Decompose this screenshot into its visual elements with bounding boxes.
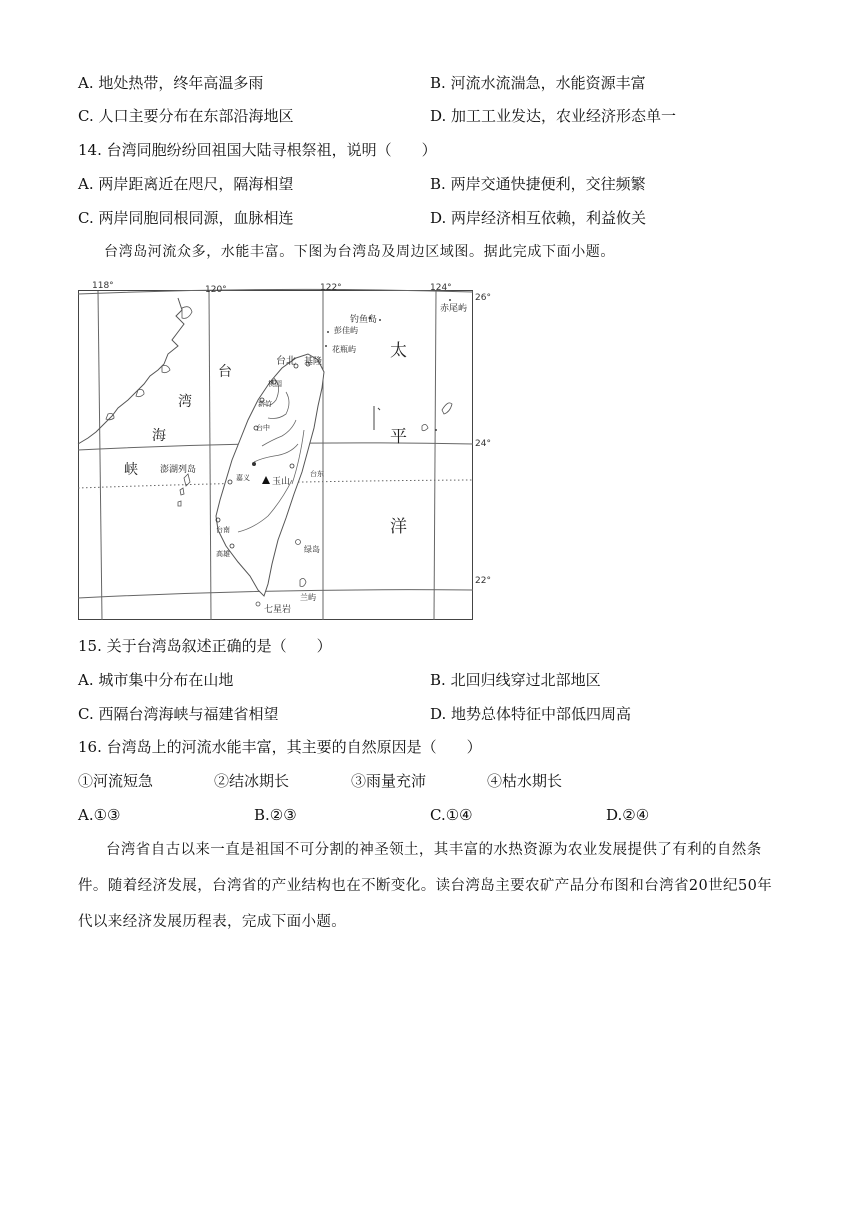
option-text: 人口主要分布在东部沿海地区 xyxy=(98,107,294,125)
q13-option-c[interactable] xyxy=(78,106,294,126)
meridian-118 xyxy=(98,291,102,620)
option-letter: B. xyxy=(430,175,446,193)
lon-label-120: 120° xyxy=(205,285,227,295)
option-text: 城市集中分布在山地 xyxy=(98,671,234,689)
option-letter: D. xyxy=(606,806,623,824)
strait-char-2: 湾 xyxy=(178,394,192,410)
option-text: 地势总体特征中部低四周高 xyxy=(451,705,632,723)
option-text: 地处热带，终年高温多雨 xyxy=(98,74,264,92)
lon-label-124: 124° xyxy=(430,283,452,293)
q14-option-c[interactable] xyxy=(78,208,294,228)
option-letter: A. xyxy=(78,175,94,193)
option-text: 西隔台湾海峡与福建省相望 xyxy=(98,705,279,723)
diaoyu-island-small xyxy=(379,319,381,321)
coastal-island xyxy=(162,366,170,373)
option-letter: C. xyxy=(430,806,446,824)
label-huaping: 花瓶屿 xyxy=(332,345,356,354)
option-letter: D. xyxy=(430,209,447,227)
city-dot xyxy=(252,462,256,466)
label-jilong: 基隆 xyxy=(304,357,323,367)
ryukyu-island xyxy=(422,424,428,430)
q15-stem: 15. 关于台湾岛叙述正确的是（ ） xyxy=(78,637,332,655)
option-letter: C. xyxy=(78,209,94,227)
label-gaoxiong: 高雄 xyxy=(216,550,230,558)
strait-char-1: 台 xyxy=(218,364,232,380)
lvdao-island xyxy=(296,540,301,545)
option-letter: A. xyxy=(78,74,94,92)
label-taidong: 台东 xyxy=(310,470,324,478)
q15-option-a[interactable] xyxy=(78,670,233,690)
q16-stem: 16. 台湾岛上的河流水能丰富，其主要的自然原因是（ ） xyxy=(78,738,482,756)
label-xinzhu: 新竹 xyxy=(258,400,272,408)
taiwan-island xyxy=(216,354,324,596)
option-text: 两岸同胞同根同源，血脉相连 xyxy=(98,209,294,227)
q13-option-b[interactable] xyxy=(430,73,646,93)
q16-item-3: ③雨量充沛 xyxy=(351,772,427,790)
lon-label-122: 122° xyxy=(320,283,342,293)
q16-option-d[interactable] xyxy=(606,805,649,825)
option-letter: D. xyxy=(430,705,447,723)
ryukyu-island xyxy=(442,403,452,414)
q16-item-2: ②结冰期长 xyxy=(214,772,290,790)
q15-option-b[interactable] xyxy=(430,670,601,690)
label-taibei: 台北 xyxy=(276,356,296,367)
lat-label-26: 26° xyxy=(475,293,491,303)
q16-option-b[interactable] xyxy=(254,805,297,825)
label-chiwei: 赤尾屿 xyxy=(440,304,468,314)
strait-char-3: 海 xyxy=(152,428,166,444)
ocean-char-2: 平 xyxy=(390,427,407,447)
intro-paragraph-2: 台湾省自古以来一直是祖国不可分割的神圣领土，其丰富的水热资源为农业发展提供了有利的自然条件。随着经济发展，台湾省的产业结构也在不断变化。读台湾岛主要农矿产品分布图和台湾省20世纪50年代以来经济发展历程表，完成下面小题。 xyxy=(78,842,773,930)
ryukyu-mark xyxy=(378,408,380,410)
label-tainan: 台南 xyxy=(216,526,230,534)
lanyu-island xyxy=(300,578,306,586)
option-text: ②④ xyxy=(622,806,650,824)
lat-label-22: 22° xyxy=(475,576,491,586)
label-diaoyu: 钓鱼岛 xyxy=(350,315,378,325)
label-pengjia: 彭佳屿 xyxy=(334,326,358,335)
option-text: ①④ xyxy=(445,806,473,824)
option-letter: A. xyxy=(78,671,94,689)
q14-option-b[interactable] xyxy=(430,174,646,194)
q16-item-1: ①河流短急 xyxy=(78,772,154,790)
label-taizhong: 台中 xyxy=(256,424,270,432)
mainland-coastline xyxy=(78,298,184,444)
taiwan-region-map xyxy=(78,280,491,622)
coastal-island xyxy=(182,307,192,319)
chiwei-island xyxy=(449,299,451,301)
intro-paragraph-1: 台湾岛河流众多，水能丰富。下图为台湾岛及周边区域图。据此完成下面小题。 xyxy=(104,244,615,260)
q16-item-4: ④枯水期长 xyxy=(487,772,563,790)
q13-option-d[interactable] xyxy=(430,106,676,126)
option-text: 北回归线穿过北部地区 xyxy=(450,671,601,689)
q15-option-c[interactable] xyxy=(78,704,279,724)
option-text: 两岸交通快捷便利，交往频繁 xyxy=(450,175,646,193)
option-letter: C. xyxy=(78,705,94,723)
label-lvdao: 绿岛 xyxy=(304,545,320,554)
q14-option-a[interactable] xyxy=(78,174,293,194)
option-letter: B. xyxy=(430,74,446,92)
label-jiayi: 嘉义 xyxy=(236,474,250,482)
label-yushan: 玉山 xyxy=(272,477,291,487)
q13-option-a[interactable] xyxy=(78,73,263,93)
option-text: 两岸经济相互依赖，利益攸关 xyxy=(451,209,647,227)
label-penghu: 澎湖列岛 xyxy=(160,465,197,475)
option-text: 加工工业发达，农业经济形态单一 xyxy=(451,107,677,125)
label-qixingyan: 七星岩 xyxy=(264,605,292,615)
pengjia-island xyxy=(327,331,329,333)
q15-option-d[interactable] xyxy=(430,704,631,724)
parallel-22 xyxy=(78,590,473,598)
label-lanyu: 兰屿 xyxy=(300,593,316,602)
option-letter: A. xyxy=(78,806,94,824)
q14-stem: 14. 台湾同胞纷纷回祖国大陆寻根祭祖，说明（ ） xyxy=(78,141,437,159)
qixingyan-island xyxy=(256,602,260,606)
q16-option-a[interactable] xyxy=(78,805,121,825)
option-text: 河流水流湍急，水能资源丰富 xyxy=(450,74,646,92)
huaping-island xyxy=(325,345,327,347)
option-letter: C. xyxy=(78,107,94,125)
ryukyu-island xyxy=(435,429,437,431)
option-text: ②③ xyxy=(269,806,297,824)
lat-label-24: 24° xyxy=(475,439,491,449)
penghu-island xyxy=(178,501,181,506)
q14-option-d[interactable] xyxy=(430,208,646,228)
penghu-island xyxy=(180,488,184,495)
meridian-120 xyxy=(209,291,211,620)
label-taoyuan: 桃园 xyxy=(268,380,282,388)
coastal-island xyxy=(106,414,114,420)
ocean-char-1: 太 xyxy=(390,341,407,361)
option-text: 两岸距离近在咫尺，隔海相望 xyxy=(98,175,294,193)
option-letter: B. xyxy=(430,671,446,689)
ocean-char-3: 洋 xyxy=(390,517,407,537)
meridian-124 xyxy=(434,291,436,620)
option-letter: D. xyxy=(430,107,447,125)
lon-label-118: 118° xyxy=(92,281,114,291)
option-letter: B. xyxy=(254,806,270,824)
option-text: ①③ xyxy=(93,806,121,824)
q16-option-c[interactable] xyxy=(430,805,473,825)
strait-char-4: 峡 xyxy=(124,462,138,478)
